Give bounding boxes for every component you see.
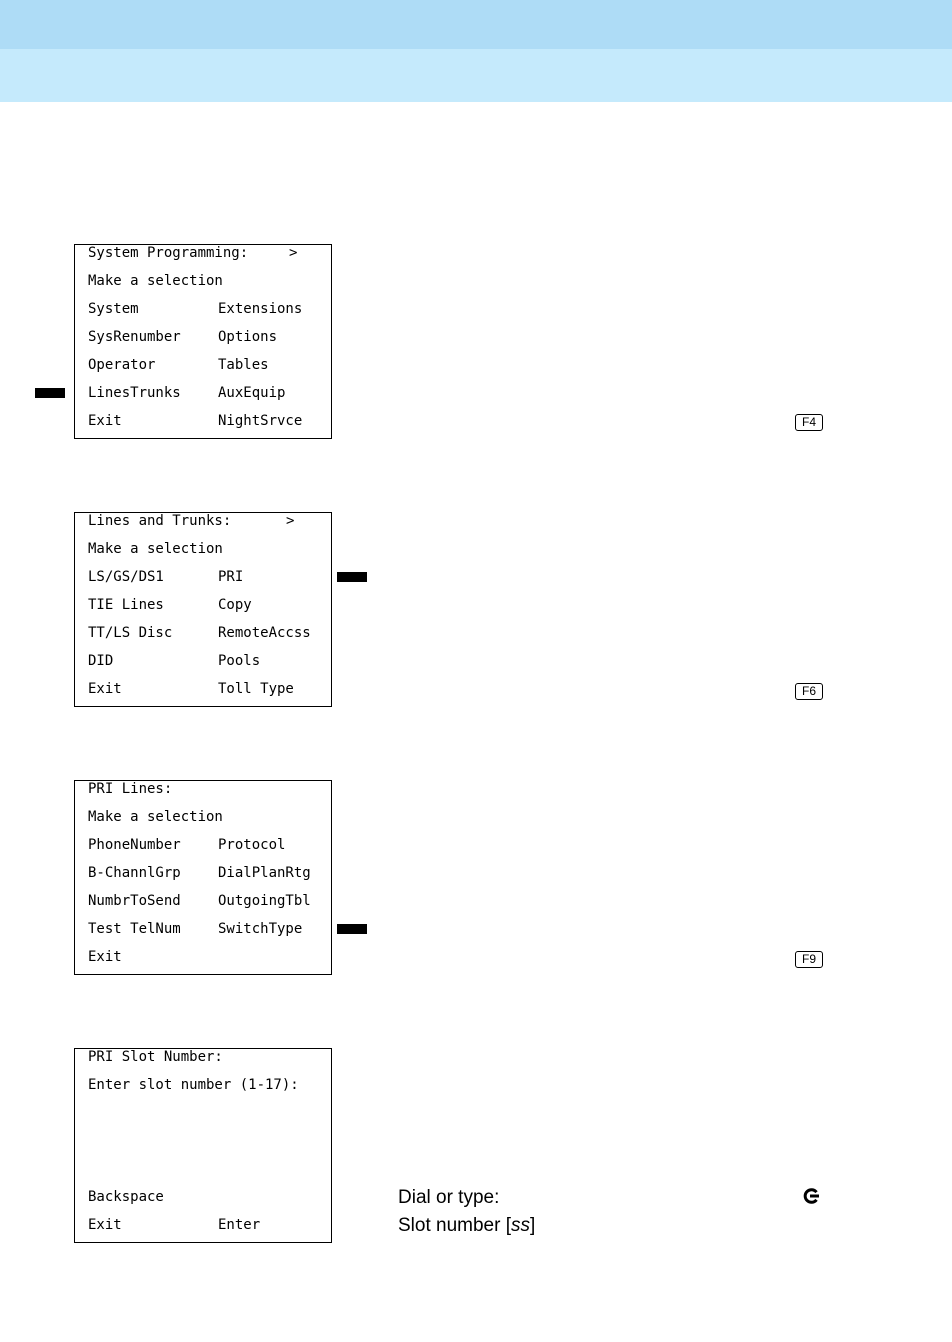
more-arrow[interactable]: > [286, 513, 295, 529]
screen-prompt: Make a selection [88, 541, 223, 557]
menu-item-pools[interactable]: Pools [218, 653, 261, 669]
screen-prompt: Make a selection [88, 273, 223, 289]
menu-item-test-telnum[interactable]: Test TelNum [88, 921, 181, 937]
menu-item-nightsrvce[interactable]: NightSrvce [218, 413, 303, 429]
screen-title: PRI Slot Number: [88, 1049, 223, 1065]
menu-item-sysrenumber[interactable]: SysRenumber [88, 329, 181, 345]
menu-item-protocol[interactable]: Protocol [218, 837, 286, 853]
menu-item-b-channlgrp[interactable]: B-ChannlGrp [88, 865, 181, 881]
display-screen-lines-and-trunks [74, 512, 332, 707]
screen-title: PRI Lines: [88, 781, 173, 797]
menu-item-tt-ls-disc[interactable]: TT/LS Disc [88, 625, 173, 641]
display-screen-pri-lines [74, 780, 332, 975]
function-key-f4[interactable]: F4 [795, 414, 823, 431]
menu-item-phonenumber[interactable]: PhoneNumber [88, 837, 181, 853]
instruction-dial-or-type: Dial or type: [398, 1187, 500, 1208]
menu-item-enter[interactable]: Enter [218, 1217, 261, 1233]
selection-marker-switchtype [337, 924, 367, 934]
instruction-slot-prefix: Slot number [ [398, 1215, 511, 1236]
menu-item-remoteaccss[interactable]: RemoteAccss [218, 625, 311, 641]
menu-item-exit[interactable]: Exit [88, 1217, 122, 1233]
menu-item-auxequip[interactable]: AuxEquip [218, 385, 286, 401]
screen-prompt: Enter slot number (1-17): [88, 1077, 299, 1093]
instruction-slot-suffix: ] [530, 1215, 536, 1236]
menu-item-copy[interactable]: Copy [218, 597, 252, 613]
menu-item-operator[interactable]: Operator [88, 357, 156, 373]
display-screen-system-programming [74, 244, 332, 439]
menu-item-outgoingtbl[interactable]: OutgoingTbl [218, 893, 311, 909]
function-key-f9[interactable]: F9 [795, 951, 823, 968]
instruction-slot-variable: ss [511, 1215, 530, 1236]
menu-item-extensions[interactable]: Extensions [218, 301, 303, 317]
menu-item-numbrtosend[interactable]: NumbrToSend [88, 893, 181, 909]
screen-title: System Programming: [88, 245, 249, 261]
more-arrow[interactable]: > [289, 245, 298, 261]
instruction-slot-number [398, 1215, 535, 1237]
menu-item-dialplanrtg[interactable]: DialPlanRtg [218, 865, 311, 881]
menu-item-switchtype[interactable]: SwitchType [218, 921, 303, 937]
function-key-f6[interactable]: F6 [795, 683, 823, 700]
menu-item-toll-type[interactable]: Toll Type [218, 681, 294, 697]
header-band-bottom [0, 49, 952, 102]
menu-item-tables[interactable]: Tables [218, 357, 269, 373]
selection-marker-pri [337, 572, 367, 582]
menu-item-system[interactable]: System [88, 301, 139, 317]
header-band-top [0, 0, 952, 49]
menu-item-linestrunks[interactable]: LinesTrunks [88, 385, 181, 401]
menu-item-pri[interactable]: PRI [218, 569, 244, 585]
menu-item-exit[interactable]: Exit [88, 413, 122, 429]
screen-title: Lines and Trunks: [88, 513, 232, 529]
screen-prompt: Make a selection [88, 809, 223, 825]
menu-item-backspace[interactable]: Backspace [88, 1189, 164, 1205]
menu-item-exit[interactable]: Exit [88, 949, 122, 965]
enter-return-icon [801, 1186, 821, 1206]
menu-item-exit[interactable]: Exit [88, 681, 122, 697]
menu-item-ls-gs-ds1[interactable]: LS/GS/DS1 [88, 569, 164, 585]
menu-item-did[interactable]: DID [88, 653, 114, 669]
menu-item-tie-lines[interactable]: TIE Lines [88, 597, 164, 613]
menu-item-options[interactable]: Options [218, 329, 278, 345]
selection-marker-linestrunks [35, 388, 65, 398]
display-screen-pri-slot-number [74, 1048, 332, 1243]
